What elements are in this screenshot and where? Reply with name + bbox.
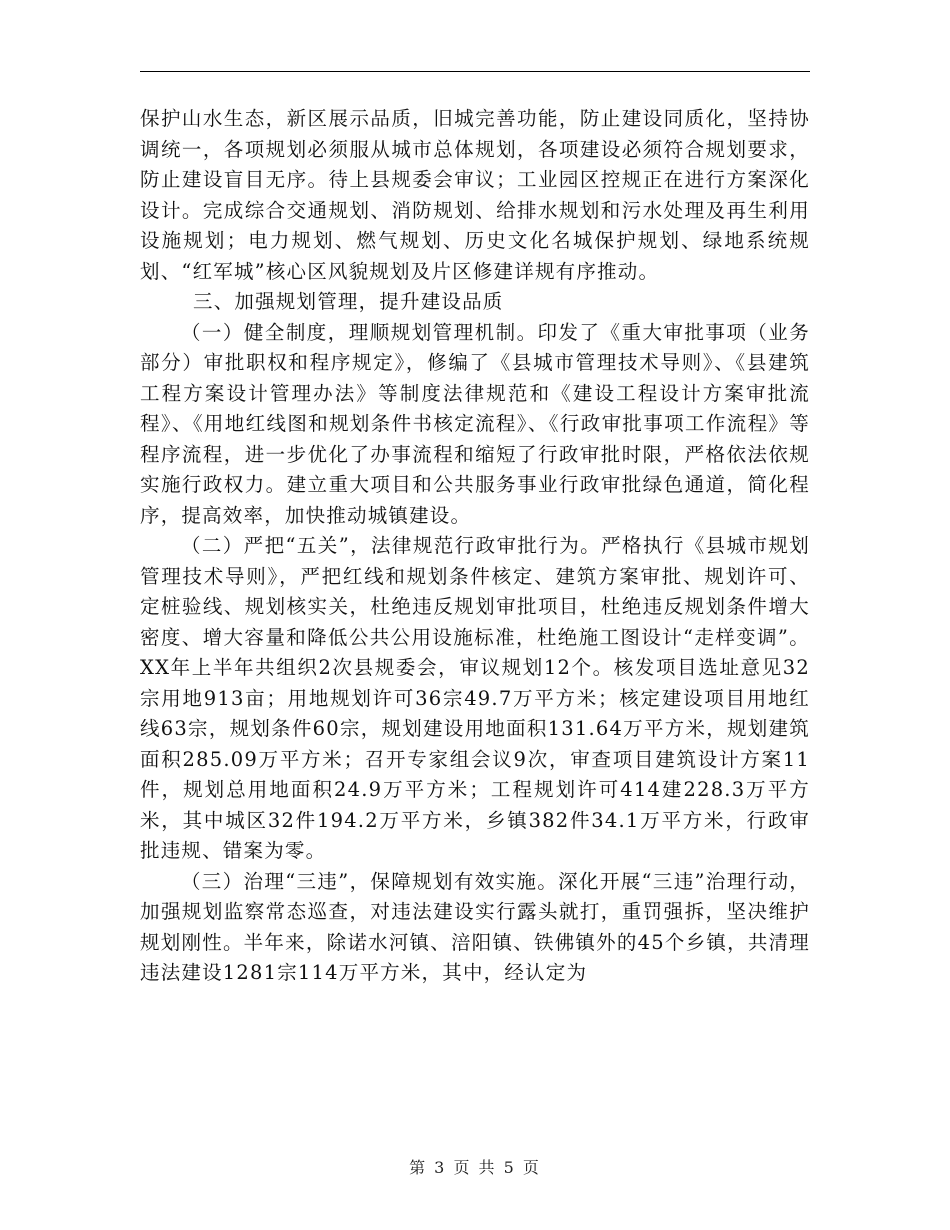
paragraph-continuation: 保护山水生态，新区展示品质，旧城完善功能，防止建设同质化，坚持协调统一，各项规划必须服从城市总体规划，各项建设必须符合规划要求，防止建设盲目无序。待上县规委会审议；工业园区控规正在进行方案深化设计。完成综合交通规划、消防规划、给排水规划和污水处理及再生利用设施规划；电力规划、燃气规划、历史文化名城保护规划、绿地系统规划、“红军城”核心区风貌规划及片区修建详规有序推动。	[140, 107, 810, 283]
paragraph-section-1: （一）健全制度，理顺规划管理机制。印发了《重大审批事项（业务部分）审批职权和程序规定》，修编了《县城市管理技术导则》、《县建筑工程方案设计管理办法》等制度法律规范和《建设工程设计方案审批流程》、《用地红线图和规划条件书核定流程》、《行政审批事项工作流程》等程序流程，进一步优化了办事流程和缩短了行政审批时限，严格依法依规实施行政权力。建立重大项目和公共服务事业行政审批绿色通道，简化程序，提高效率，加快推动城镇建设。	[140, 320, 810, 527]
paragraph-section-3: （三）治理“三违”，保障规划有效实施。深化开展“三违”治理行动，加强规划监察常态巡查，对违法建设实行露头就打，重罚强拆，坚决维护规划刚性。半年来，除诺水河镇、涪阳镇、铁佛镇外的45个乡镇，共清理违法建设1281宗114万平方米，其中，经认定为	[140, 869, 810, 984]
paragraph-section-2: （二）严把“五关”，法律规范行政审批行为。严格执行《县城市规划管理技术导则》，严把红线和规划条件核定、建筑方案审批、规划许可、定桩验线、规划核实关，杜绝违反规划审批项目，杜绝违反规划条件增大密度、增大容量和降低公共公用设施标准，杜绝施工图设计“走样变调”。XX年上半年共组织2次县规委会，审议规划12个。核发项目选址意见32宗用地913亩；用地规划许可36宗49.7万平方米；核定建设项目用地红线63宗，规划条件60宗，规划建设用地面积131.64万平方米，规划建筑面积285.09万平方米；召开专家组会议9次，审查项目建筑设计方案11件，规划总用地面积24.9万平方米；工程规划许可414建228.3万平方米，其中城区32件194.2万平方米，乡镇382件34.1万平方米，行政审批违规、错案为零。	[140, 534, 810, 862]
document-body	[140, 104, 810, 989]
section-heading: 三、加强规划管理，提升建设品质	[193, 290, 504, 313]
header-rule	[140, 71, 810, 72]
page-number-footer: 第 3 页 共 5 页	[409, 1158, 541, 1177]
